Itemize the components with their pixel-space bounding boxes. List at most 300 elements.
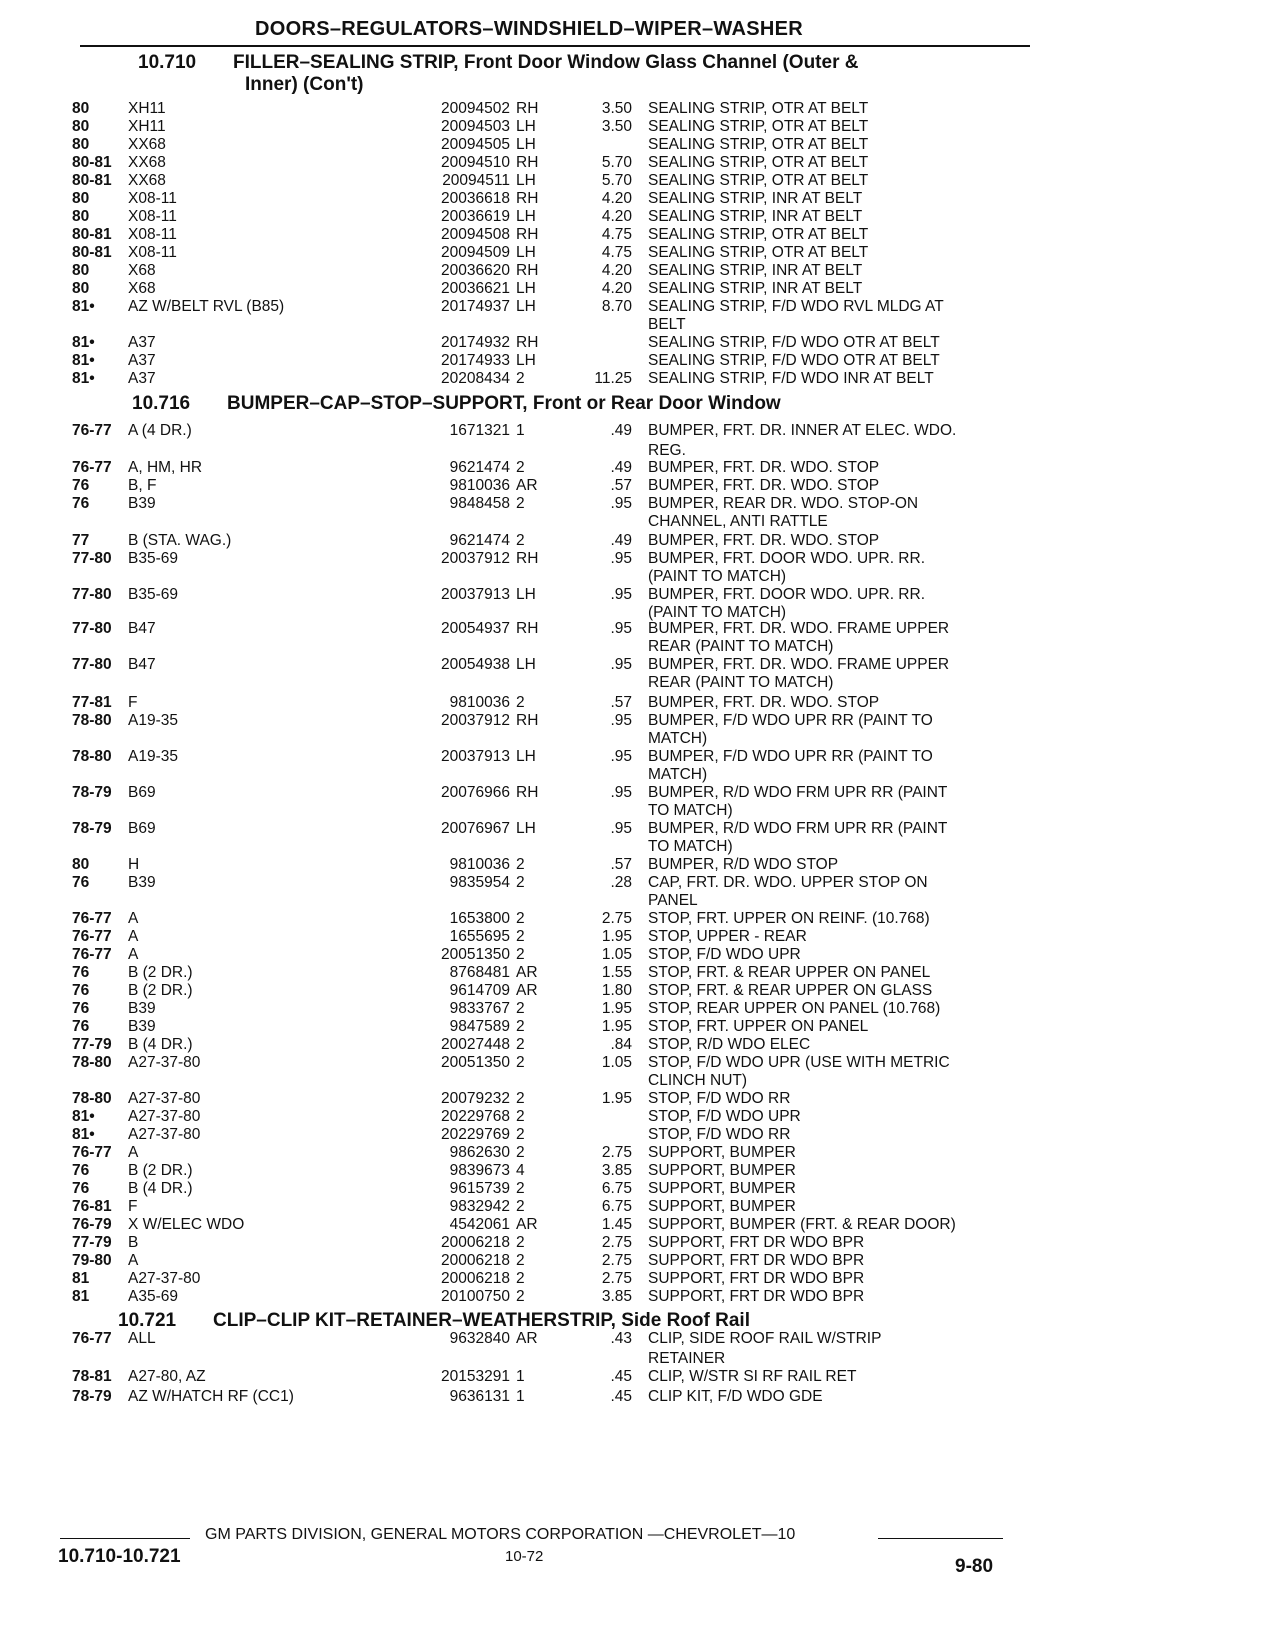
model-code: ALL: [128, 1330, 156, 1347]
price: .57: [610, 477, 632, 494]
model-code: A37: [128, 370, 156, 387]
year-range: 76-77: [72, 928, 112, 945]
model-code: A37: [128, 352, 156, 369]
year-range: 81•: [72, 370, 95, 387]
price: 1.95: [601, 1090, 632, 1107]
quantity: AR: [516, 964, 538, 981]
quantity: RH: [516, 620, 539, 637]
year-range: 76: [72, 964, 90, 981]
price: 2.75: [601, 910, 632, 927]
description: PANEL: [648, 892, 698, 909]
model-code: B35-69: [128, 550, 178, 567]
footer-page-number: 10-72: [505, 1548, 544, 1565]
quantity: 2: [516, 1036, 525, 1053]
price: .43: [610, 1330, 632, 1347]
part-number: 20037912: [441, 712, 510, 729]
quantity: 2: [516, 910, 525, 927]
parts-row: [0, 1126, 1280, 1145]
year-range: 78-80: [72, 712, 112, 729]
model-code: B39: [128, 495, 156, 512]
description: REAR (PAINT TO MATCH): [648, 638, 834, 655]
description: BUMPER, R/D WDO STOP: [648, 856, 839, 873]
price: 1.95: [601, 1018, 632, 1035]
year-range: 78-81: [72, 1368, 112, 1385]
price: 5.70: [601, 172, 632, 189]
price: 1.45: [601, 1216, 632, 1233]
price: .49: [610, 532, 632, 549]
quantity: LH: [516, 172, 536, 189]
model-code: B39: [128, 874, 156, 891]
part-number: 20094510: [441, 154, 510, 171]
quantity: LH: [516, 586, 536, 603]
part-number: 9810036: [449, 694, 510, 711]
parts-row: [0, 656, 1280, 675]
model-code: X68: [128, 262, 156, 279]
year-range: 78-79: [72, 820, 112, 837]
model-code: A: [128, 1252, 139, 1269]
year-range: 79-80: [72, 1252, 112, 1269]
year-range: 77-79: [72, 1036, 112, 1053]
quantity: LH: [516, 118, 536, 135]
price: .57: [610, 694, 632, 711]
description: STOP, F/D WDO RR: [648, 1090, 791, 1107]
description: SUPPORT, BUMPER: [648, 1162, 796, 1179]
part-number: 20100750: [441, 1288, 510, 1305]
description: CAP, FRT. DR. WDO. UPPER STOP ON: [648, 874, 928, 891]
part-number: 9832942: [449, 1198, 510, 1215]
model-code: B69: [128, 784, 156, 801]
part-number: 20076967: [441, 820, 510, 837]
year-range: 80: [72, 136, 90, 153]
part-number: 9621474: [449, 532, 510, 549]
section-number: 10.716: [132, 393, 191, 414]
year-range: 76-77: [72, 910, 112, 927]
quantity: AR: [516, 1330, 538, 1347]
year-range: 77-80: [72, 550, 112, 567]
page-header: DOORS–REGULATORS–WINDSHIELD–WIPER–WASHER: [255, 18, 803, 40]
model-code: B39: [128, 1000, 156, 1017]
year-range: 76-77: [72, 946, 112, 963]
year-range: 81•: [72, 352, 95, 369]
description: STOP, F/D WDO UPR: [648, 1108, 801, 1125]
quantity: RH: [516, 154, 539, 171]
description: (PAINT TO MATCH): [648, 568, 787, 585]
model-code: A, HM, HR: [128, 459, 203, 476]
part-number: 20036618: [441, 190, 510, 207]
parts-row: [0, 100, 1280, 119]
year-range: 80-81: [72, 172, 112, 189]
description: SEALING STRIP, F/D WDO INR AT BELT: [648, 370, 934, 387]
description: BUMPER, FRT. DR. WDO. STOP: [648, 459, 880, 476]
price: .95: [610, 820, 632, 837]
model-code: X08-11: [128, 244, 177, 261]
description: BUMPER, FRT. DR. WDO. STOP: [648, 477, 880, 494]
parts-row: [0, 856, 1280, 875]
year-range: 76: [72, 1000, 90, 1017]
model-code: A19-35: [128, 712, 178, 729]
year-range: 81•: [72, 298, 95, 315]
part-number: 20079232: [441, 1090, 510, 1107]
price: 4.20: [601, 262, 632, 279]
part-number: 9848458: [449, 495, 510, 512]
price: 4.20: [601, 190, 632, 207]
model-code: A (4 DR.): [128, 422, 192, 439]
price: .28: [610, 874, 632, 891]
price: 2.75: [601, 1252, 632, 1269]
quantity: 2: [516, 694, 525, 711]
description: SEALING STRIP, F/D WDO RVL MLDG AT: [648, 298, 944, 315]
parts-row-continuation: [0, 1072, 1280, 1091]
quantity: 2: [516, 1234, 525, 1251]
price: 5.70: [601, 154, 632, 171]
part-number: 20094509: [441, 244, 510, 261]
quantity: 2: [516, 1126, 525, 1143]
part-number: 20006218: [441, 1234, 510, 1251]
parts-row: [0, 910, 1280, 929]
part-number: 20051350: [441, 1054, 510, 1071]
description: STOP, REAR UPPER ON PANEL (10.768): [648, 1000, 941, 1017]
quantity: 2: [516, 1000, 525, 1017]
parts-row: [0, 1234, 1280, 1253]
year-range: 78-79: [72, 784, 112, 801]
model-code: X08-11: [128, 226, 177, 243]
description: SEALING STRIP, OTR AT BELT: [648, 100, 869, 117]
description: RETAINER: [648, 1350, 726, 1367]
parts-row: [0, 532, 1280, 551]
year-range: 76: [72, 1180, 90, 1197]
description: SEALING STRIP, OTR AT BELT: [648, 244, 869, 261]
parts-row: [0, 586, 1280, 605]
quantity: 2: [516, 1288, 525, 1305]
model-code: A27-37-80: [128, 1126, 201, 1143]
quantity: 2: [516, 1180, 525, 1197]
year-range: 81•: [72, 334, 95, 351]
part-number: 20027448: [441, 1036, 510, 1053]
description: BUMPER, FRT. DR. INNER AT ELEC. WDO.: [648, 422, 957, 439]
parts-row: [0, 262, 1280, 281]
parts-row: [0, 1090, 1280, 1109]
model-code: A27-37-80: [128, 1270, 201, 1287]
quantity: 2: [516, 856, 525, 873]
description: MATCH): [648, 730, 708, 747]
part-number: 20036621: [441, 280, 510, 297]
part-number: 20153291: [441, 1368, 510, 1385]
description: STOP, FRT. & REAR UPPER ON GLASS: [648, 982, 933, 999]
part-number: 20036619: [441, 208, 510, 225]
price: .49: [610, 459, 632, 476]
quantity: 2: [516, 1108, 525, 1125]
parts-row: [0, 208, 1280, 227]
parts-row: [0, 136, 1280, 155]
description: SUPPORT, BUMPER: [648, 1144, 796, 1161]
model-code: AZ W/HATCH RF (CC1): [128, 1388, 294, 1405]
parts-row: [0, 477, 1280, 496]
parts-row-continuation: [0, 838, 1280, 857]
quantity: LH: [516, 208, 536, 225]
description: STOP, UPPER - REAR: [648, 928, 807, 945]
quantity: LH: [516, 136, 536, 153]
price: 4.75: [601, 244, 632, 261]
model-code: XX68: [128, 136, 166, 153]
model-code: B: [128, 1234, 139, 1251]
parts-row-continuation: [0, 730, 1280, 749]
quantity: 2: [516, 370, 525, 387]
quantity: 2: [516, 928, 525, 945]
model-code: XH11: [128, 100, 166, 117]
part-number: 20037913: [441, 748, 510, 765]
section-number: 10.721: [118, 1310, 177, 1331]
year-range: 80: [72, 208, 90, 225]
parts-row: [0, 280, 1280, 299]
description: BUMPER, FRT. DR. WDO. STOP: [648, 532, 880, 549]
price: 1.55: [601, 964, 632, 981]
model-code: A: [128, 928, 139, 945]
part-number: 9835954: [449, 874, 510, 891]
description: STOP, R/D WDO ELEC: [648, 1036, 811, 1053]
price: 1.95: [601, 928, 632, 945]
description: REAR (PAINT TO MATCH): [648, 674, 834, 691]
year-range: 76: [72, 495, 90, 512]
description: BUMPER, FRT. DR. WDO. FRAME UPPER: [648, 656, 950, 673]
price: .45: [610, 1368, 632, 1385]
price: 11.25: [594, 370, 632, 387]
part-number: 9810036: [449, 477, 510, 494]
quantity: LH: [516, 352, 536, 369]
part-number: 9847589: [449, 1018, 510, 1035]
year-range: 76-79: [72, 1216, 112, 1233]
part-number: 1655695: [449, 928, 510, 945]
description: SUPPORT, FRT DR WDO BPR: [648, 1234, 865, 1251]
description: SUPPORT, FRT DR WDO BPR: [648, 1252, 865, 1269]
parts-row-continuation: [0, 892, 1280, 911]
quantity: RH: [516, 190, 539, 207]
part-number: 20094511: [442, 172, 510, 189]
year-range: 76: [72, 477, 90, 494]
description: SEALING STRIP, F/D WDO OTR AT BELT: [648, 352, 940, 369]
parts-row: [0, 964, 1280, 983]
year-range: 80: [72, 262, 90, 279]
quantity: AR: [516, 1216, 538, 1233]
price: 2.75: [601, 1270, 632, 1287]
part-number: 20174933: [441, 352, 510, 369]
parts-row: [0, 550, 1280, 569]
description: REG.: [648, 442, 686, 459]
description: BUMPER, FRT. DOOR WDO. UPR. RR.: [648, 550, 926, 567]
part-number: 9632840: [449, 1330, 510, 1347]
footer-rule-right: [878, 1538, 1003, 1539]
quantity: RH: [516, 712, 539, 729]
price: 2.75: [601, 1234, 632, 1251]
parts-row: [0, 190, 1280, 209]
parts-row: [0, 694, 1280, 713]
year-range: 76-81: [72, 1198, 112, 1215]
parts-row: [0, 495, 1280, 514]
model-code: X68: [128, 280, 156, 297]
footer-date: 9-80: [955, 1556, 994, 1577]
model-code: A27-80, AZ: [128, 1368, 206, 1385]
model-code: B (2 DR.): [128, 982, 193, 999]
model-code: B (2 DR.): [128, 1162, 193, 1179]
parts-row: [0, 784, 1280, 803]
model-code: XX68: [128, 154, 166, 171]
parts-row-continuation: [0, 513, 1280, 532]
section-heading-10-716: [132, 393, 781, 415]
model-code: XH11: [128, 118, 166, 135]
quantity: RH: [516, 550, 539, 567]
year-range: 81•: [72, 1126, 95, 1143]
price: 1.95: [601, 1000, 632, 1017]
parts-row: [0, 1330, 1280, 1349]
quantity: 2: [516, 1252, 525, 1269]
parts-row: [0, 946, 1280, 965]
description: BUMPER, FRT. DR. WDO. FRAME UPPER: [648, 620, 950, 637]
year-range: 78-80: [72, 1054, 112, 1071]
description: STOP, FRT. & REAR UPPER ON PANEL: [648, 964, 931, 981]
description: CHANNEL, ANTI RATTLE: [648, 513, 828, 530]
parts-row: [0, 1288, 1280, 1307]
price: 1.05: [601, 946, 632, 963]
parts-row: [0, 748, 1280, 767]
year-range: 76-77: [72, 459, 112, 476]
parts-row: [0, 334, 1280, 353]
quantity: 2: [516, 1018, 525, 1035]
quantity: 1: [516, 1388, 525, 1405]
quantity: 2: [516, 1198, 525, 1215]
footer-rule-left: [60, 1538, 190, 1539]
description: SUPPORT, BUMPER (FRT. & REAR DOOR): [648, 1216, 956, 1233]
model-code: A19-35: [128, 748, 178, 765]
price: .95: [610, 748, 632, 765]
description: BUMPER, F/D WDO UPR RR (PAINT TO: [648, 712, 933, 729]
parts-row: [0, 1270, 1280, 1289]
part-number: 20076966: [441, 784, 510, 801]
description: BUMPER, F/D WDO UPR RR (PAINT TO: [648, 748, 933, 765]
parts-row: [0, 154, 1280, 173]
year-range: 80: [72, 190, 90, 207]
parts-row: [0, 874, 1280, 893]
part-number: 9833767: [449, 1000, 510, 1017]
year-range: 77-79: [72, 1234, 112, 1251]
part-number: 20094503: [441, 118, 510, 135]
price: 3.50: [601, 118, 632, 135]
year-range: 77-80: [72, 586, 112, 603]
year-range: 77-80: [72, 656, 112, 673]
model-code: B (4 DR.): [128, 1036, 193, 1053]
year-range: 76: [72, 1162, 90, 1179]
part-number: 20037912: [441, 550, 510, 567]
quantity: 2: [516, 1054, 525, 1071]
quantity: RH: [516, 262, 539, 279]
parts-row: [0, 928, 1280, 947]
description: SEALING STRIP, INR AT BELT: [648, 280, 863, 297]
year-range: 78-80: [72, 1090, 112, 1107]
parts-row-continuation: [0, 568, 1280, 587]
description: MATCH): [648, 766, 708, 783]
parts-row: [0, 370, 1280, 389]
model-code: A27-37-80: [128, 1054, 201, 1071]
description: SEALING STRIP, OTR AT BELT: [648, 226, 869, 243]
quantity: 2: [516, 459, 525, 476]
description: BUMPER, REAR DR. WDO. STOP-ON: [648, 495, 919, 512]
part-number: 4542061: [449, 1216, 510, 1233]
description: STOP, F/D WDO RR: [648, 1126, 791, 1143]
part-number: 20006218: [441, 1252, 510, 1269]
description: SEALING STRIP, OTR AT BELT: [648, 136, 869, 153]
model-code: B35-69: [128, 586, 178, 603]
year-range: 80-81: [72, 226, 112, 243]
header-rule: [80, 45, 1030, 47]
part-number: 20094505: [441, 136, 510, 153]
footer-section-range: 10.710-10.721: [58, 1546, 181, 1567]
part-number: 20174937: [441, 298, 510, 315]
part-number: 20094502: [441, 100, 510, 117]
description: CLIP, SIDE ROOF RAIL W/STRIP: [648, 1330, 882, 1347]
description: BUMPER, R/D WDO FRM UPR RR (PAINT: [648, 784, 948, 801]
parts-row-continuation: [0, 802, 1280, 821]
year-range: 77-81: [72, 694, 112, 711]
model-code: A35-69: [128, 1288, 178, 1305]
description: STOP, FRT. UPPER ON REINF. (10.768): [648, 910, 930, 927]
part-number: 20229768: [441, 1108, 510, 1125]
year-range: 81: [72, 1288, 90, 1305]
section-title: FILLER–SEALING STRIP, Front Door Window Glass Channel (Outer &: [233, 52, 859, 73]
quantity: 2: [516, 495, 525, 512]
parts-row-continuation: [0, 1350, 1280, 1369]
year-range: 76: [72, 982, 90, 999]
section-number: 10.710: [138, 52, 197, 73]
section-title: BUMPER–CAP–STOP–SUPPORT, Front or Rear Door Window: [227, 393, 781, 414]
year-range: 80: [72, 280, 90, 297]
quantity: LH: [516, 820, 536, 837]
quantity: RH: [516, 334, 539, 351]
parts-row: [0, 982, 1280, 1001]
price: .95: [610, 656, 632, 673]
year-range: 78-79: [72, 1388, 112, 1405]
description: SEALING STRIP, F/D WDO OTR AT BELT: [648, 334, 940, 351]
model-code: A: [128, 910, 139, 927]
part-number: 20036620: [441, 262, 510, 279]
model-code: X08-11: [128, 190, 177, 207]
parts-row: [0, 1162, 1280, 1181]
parts-row: [0, 1036, 1280, 1055]
price: .45: [610, 1388, 632, 1405]
model-code: B (STA. WAG.): [128, 532, 232, 549]
section-title-continued: Inner) (Con't): [245, 74, 364, 95]
description: BUMPER, FRT. DOOR WDO. UPR. RR.: [648, 586, 926, 603]
description: TO MATCH): [648, 838, 733, 855]
section-title: CLIP–CLIP KIT–RETAINER–WEATHERSTRIP, Side Roof Rail: [213, 1310, 750, 1331]
parts-row: [0, 244, 1280, 263]
quantity: RH: [516, 226, 539, 243]
part-number: 9839673: [449, 1162, 510, 1179]
model-code: B39: [128, 1018, 156, 1035]
parts-row: [0, 459, 1280, 478]
price: .95: [610, 586, 632, 603]
model-code: F: [128, 694, 138, 711]
part-number: 1671321: [449, 422, 510, 439]
model-code: X W/ELEC WDO: [128, 1216, 245, 1233]
year-range: 80: [72, 100, 90, 117]
year-range: 78-80: [72, 748, 112, 765]
parts-row: [0, 620, 1280, 639]
part-number: 20094508: [441, 226, 510, 243]
parts-row: [0, 226, 1280, 245]
parts-row: [0, 422, 1280, 441]
model-code: A37: [128, 334, 156, 351]
year-range: 80: [72, 856, 90, 873]
description: SUPPORT, FRT DR WDO BPR: [648, 1270, 865, 1287]
part-number: 9621474: [449, 459, 510, 476]
